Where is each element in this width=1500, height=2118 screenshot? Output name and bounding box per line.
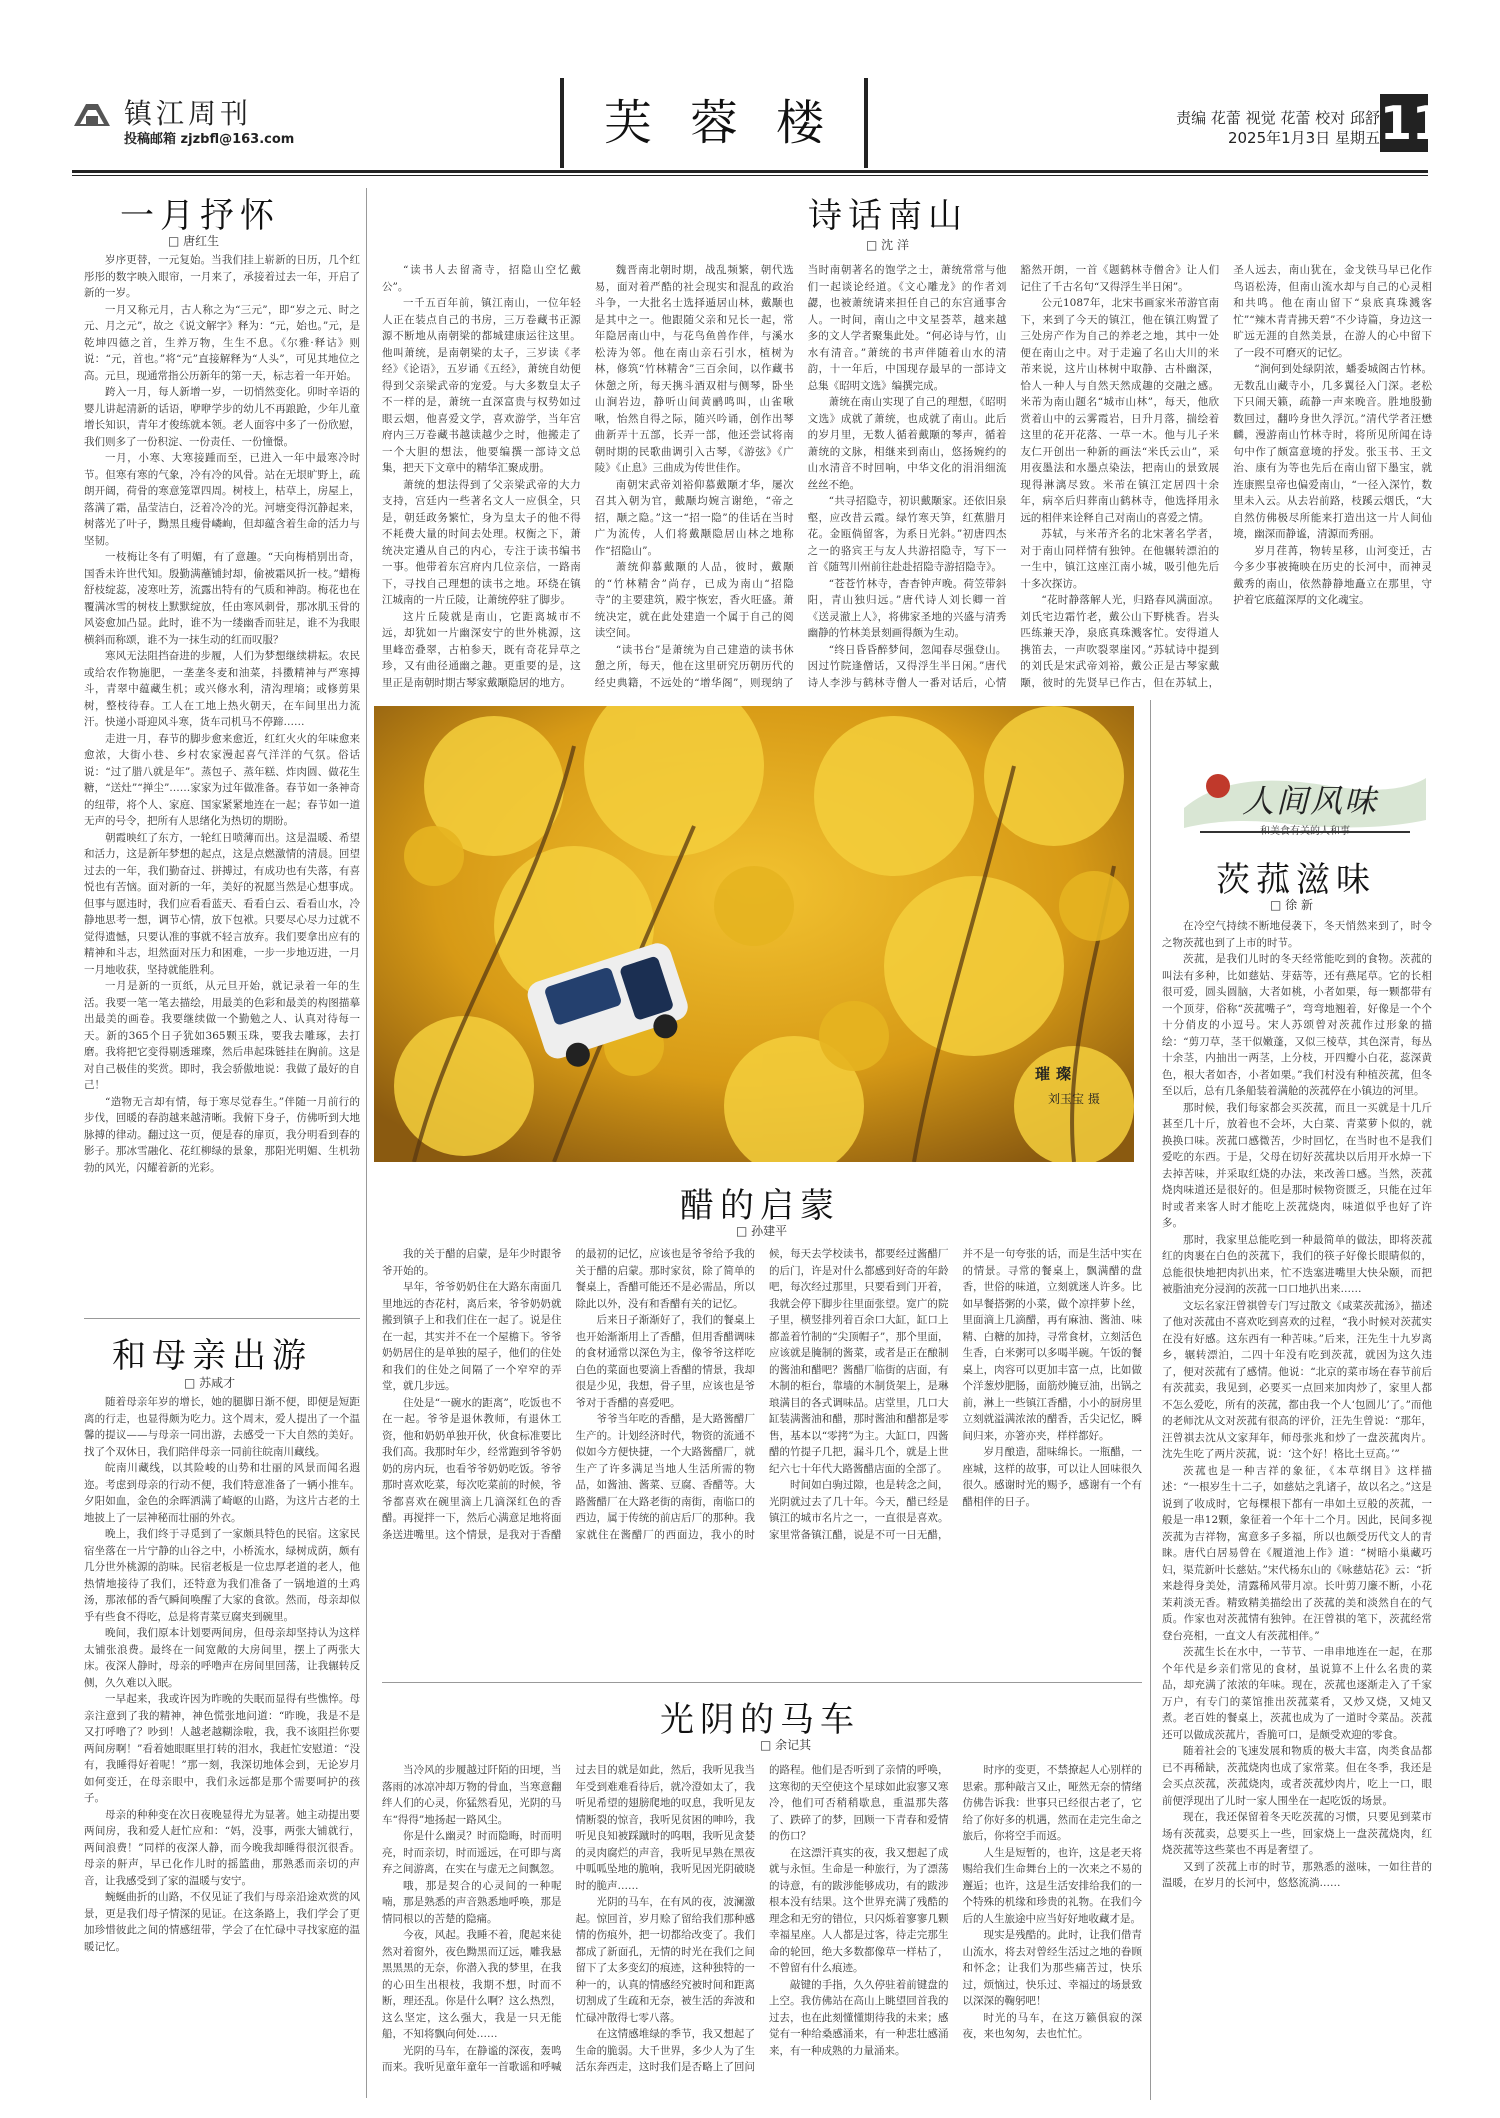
paragraph: 萧统仰慕戴颙的人品，彼时，戴颙的“竹林精舍”尚存，已成为南山“招隐寺”的主要建筑，殿宇恢宏，香火旺盛。萧统决定，就在此处建造一个属于自己的阅读空间。	[594, 561, 794, 639]
paragraph: 随着社会的飞速发展和物质的极大丰富，肉类食品都已不再稀缺，茨菰烧肉也成了家常菜。但在冬季，我还是会买点茨菰，茨菰烧肉，或者茨菰炒肉片，吃上一口，眼前便浮现出了儿时一家人围坐在一起吃饭的场景。	[1162, 1745, 1432, 1807]
paragraph: 时序的变更，不禁撩起人心别样的思索。那种敲言又止，哑然无奈的情绪仿佛告诉我：世事只已经很古老了，它给了你好多的机遇，然而在走完生命之旅后，你将空手而返。	[962, 1764, 1142, 1842]
credits-staff: 责编 花蕾 视觉 花蕾 校对 邱舒	[1176, 109, 1380, 127]
paragraph: 光阴的马车，在静谧的深夜，轰鸣而来。我听见童年童年一首歌谣和呼喊过去目的就是如此，然后，我听见我当年受到难难看待后，就冷澄如太了，我听见希望的翅膀爬地的叹息，我听见友情断裂的惊音，我听见贫困的呻吟，我听见良知被踩蹴时的呜咽，我听见贪婪的灵肉腐烂的声音，我听见早熟在黑夜中呱呱坠地的脆响，我听见因光阴破晓时的脆声……	[382, 1764, 755, 2073]
article-title-yiyue: 一月抒怀	[120, 196, 280, 236]
paragraph: “花时静落解人光，归路春风满面凉。刘氏宅边霜竹老，戴公山下野桃香。岩头匹练兼天净，泉底真珠溅客忙。安得道人携笛去，一声吹裂翠崖冈。”苏轼诗中提到的刘氏是宋武帝刘裕，戴公正是古琴家戴颙，彼时的先贤早已作古，但在苏轼上，圣人远去，南山犹在，金戈铁马早已化作鸟语松涛，但南山流水却与自己的心灵相和共鸣。他在南山留下“泉底真珠溅客忙”“辣木青青拂天碧”不少诗篇，身边这一旷远无涯的自然美景，在游人的心中留下了一段不可磨灭的记忆。	[1020, 264, 1432, 689]
paragraph: 那时候，我们每家都会买茨菰，而且一买就是十几斤甚至几十斤，放着也不会坏，大白菜、青菜萝卜似的，就换换口味。茨菰口感微苦，少时回忆，在当时也不是我们爱吃的东西。于是，父母在切好茨菰块以后用开水焯一下去掉苦味，并采取红烧的办法，来改善口感。当然，茨菰烧肉味道还是很好的。但是那时候物资匮乏，只能在过年时或者来客人时才能吃上茨菰烧肉，味道似乎也好了许多。	[1162, 1101, 1432, 1229]
byline-guangyin: □ 余记其	[760, 1736, 811, 1753]
article-title-guangyin: 光阴的马车	[660, 1700, 860, 1740]
paragraph: 文坛名家汪曾祺曾专门写过散文《咸菜茨菰汤》，描述了他对茨菰由不喜欢吃到喜欢的过程，“我小时候对茨菰实在没有好感。这东西有一种苦味。”后来，汪先生十九岁离乡，辗转漂泊，二四十年没有吃到茨菰，就因为这久违了，便对茨菰有了感情。他说：“北京的菜市场在春节前后有茨菰卖，我见到，必要买一点回来加肉炒了，家里人都不怎么爱吃，所有的茨菰，都由我一个人‘包圆儿’了。”而他的老师沈从文对茨菰有很高的评价，汪先生曾说：“那年，汪曾祺去沈从文家拜年，师母张兆和炒了一盘茨菰肉片。沈先生吃了两片茨菰，说：‘这个好！格比土豆高。’”	[1162, 1299, 1432, 1460]
column-rule-right	[1150, 700, 1151, 2100]
paragraph: 这片丘陵就是南山，它距离城市不远，却犹如一片幽深安宁的世外桃源，这里峰峦叠翠，古柏参天，既有奇花异草之珍，又有曲径通幽之趣。更重要的是，这里正是南朝时期古琴家戴颙隐居的地方。	[382, 610, 581, 689]
paragraph: 哦，那是契合的心灵间的一种呢喃，那是熟悉的声音熟悉地呼唤，那是情同根以的苦楚的隐痛。	[382, 1879, 562, 1925]
paragraph: 在冷空气持续不断地侵袭下，冬天悄然来到了，时令之物茨菰也到了上市的时节。	[1162, 920, 1432, 949]
paragraph: 魏晋南北朝时期，战乱频繁，朝代选易，面对着严酷的社会现实和混乱的政治斗争，一大批名士选择遁居山林，戴颙也是其中之一。他跟随父亲和兄长一起，常年隐居南山中，与花鸟鱼兽作伴，与溪水松涛为邻。他在南山亲石引水，植树为林，修筑“竹林精舍”三百余间，以作藏书休憩之所，每天携斗酒双柑与侧琴，卧坐山涧岩边，静听山间黄鹂鸣叫，山雀啾啾，怡然自得之际，随兴吟诵，创作出琴曲新弄十五部，长弄一部，他还尝试将南朝时期的民歌曲调引入古琴，《游弦》《广陵》《止息》三曲成为传世佳作。	[594, 264, 794, 474]
header-rule-thin	[72, 175, 1428, 176]
renjian-fengwei-banner	[1180, 758, 1430, 842]
paragraph: 早年，爷爷奶奶住在大路东南面几里地远的杏花村，离后来，爷爷奶奶就搬到镇子上和我们住在一起了。说是住在一起，其实并不在一个屋檐下。爷爷奶奶居住的是单独的屋子，他们的住处和我们的住处之间隔了一个窄窄的弄堂，就几步远。	[382, 1281, 562, 1392]
submission-email	[124, 128, 294, 147]
banner-title: 人间风味	[1242, 782, 1379, 820]
byline-fengwei: □ 徐 新	[1270, 896, 1313, 913]
paragraph: 一月又称元月，古人称之为“三元”，即“岁之元、时之元、月之元”，故之《说文解字》释为：“元，始也。”元，是乾坤四德之首，生养万物，生生不息。《尔雅·释诂》则说：“元，首也。”将“元”直接解释为“人头”，可见其地位之高。元旦，现通常指公历新年的第一天，标志着一年开始。	[84, 303, 360, 382]
byline-muqin: □ 苏咸才	[184, 1374, 235, 1391]
paragraph: 岁月酿造，甜味绵长。一瓶醋，一座城，这样的故事，可以让人回味很久很久。感谢时光的赐予，感谢有一个有醋相伴的日子。	[962, 1446, 1142, 1508]
section-divider-2	[382, 1682, 1142, 1683]
paragraph: 朝霞映红了东方，一轮红日喷薄而出。这是温暖、希望和活力，这是新年梦想的起点，这是点燃激情的清晨。回望过去的一年，我们勤奋过、拼搏过，有成功也有失落，有喜悦也有苦恼。面对新的一年，美好的祝愿当然是心想事成。但事与愿违时，我们应看看蓝天、看看白云、看看山水，冷静地思考一想，调节心情，放下包袱。只要尽心尽力过就不觉得遗憾，只要认准的事就不轻言放弃。我们要拿出应有的精神和斗志，坦然面对压力和困难，一步一步地迈进，一月一月地收获，坚持就能胜利。	[84, 831, 360, 976]
article-title-muqin: 和母亲出游	[112, 1336, 312, 1376]
paragraph: 当冷风的步履越过阡陌的田埂，当落雨的冰凉冲却万物的骨血，当寒意翻绊人们的心灵，你猛然看见，光阴的马车“得得”地扬起一路风尘。	[382, 1764, 562, 1826]
column-rule	[366, 188, 367, 2098]
paragraph: “读书台”是萧统为自己建造的读书休憩之所，每天，他在这里研究历朝历代的经史典籍，不远处的“增华阁”，则现纳了当时南朝著名的饱学之士，萧统常常与他们一起谈论经道。《文心雕龙》的作者刘勰，也被萧统请来担任自己的东宫通事舍人。一时间，南山之中文星荟萃，越来越多的文人学者聚集此处。“何必诗与竹，山水有清音。”萧统的书声伴随着山水的清韵，十一年后，中国现存最早的一部诗文总集《昭明文选》编撰完成。	[594, 264, 1007, 689]
paragraph: 在这漂汗真实的夜，我又想起了成就与永恒。生命是一种旅行，为了漂荡的诗意，有的跋涉能够成功，有的跋涉根本没有结果。这个世界充满了残酷的理念和无穷的错位，只闪烁着寥寥几颗幸福星座。人人都是过客，待走完那生命的轮回，绝大多数都像草一样枯了，不曾留有什么痕迹。	[769, 1846, 949, 1974]
header-rule	[72, 170, 1428, 173]
paragraph: 跨入一月，每人新增一岁，一切悄然变化。卯时辛语的婴儿讲起清新的话语，咿咿学步的幼儿不再踉跄，少年儿童增长知识，青年才俊练就本领。老人面容中多了一份欣慰，我们则多了一份积淀、一份责任、一份憧憬。	[84, 386, 360, 448]
article-body-muqin	[84, 1394, 360, 2094]
paragraph: 晚上，我们终于寻觅到了一家颇具特色的民宿。这家民宿坐落在一片宁静的山谷之中，小桥流水，绿树成荫，颇有几分世外桃源的韵味。民宿老板是一位忠厚老道的老人，他热情地接待了我们，还特意为我们准备了一锅地道的土鸡汤，那浓郁的香气瞬间唤醒了大家的食欲。然而，母亲却似乎有些食不得吃，总是将青菜豆腐夹到碗里。	[84, 1528, 360, 1623]
paragraph: 时间如白驹过隙，也是转念之间，光阴就过去了几十年。今天，醋已经是镇江的城市名片之一，一直很是喜欢。家里常备镇江醋，说是不可一日无醋，并不是一句夸张的话，而是生活中实在的情景。寻常的餐桌上，飘满醋的盘香，世俗的味道，立刻就迷人许多。比如早餐搭粥的小菜，做个凉拌萝卜丝，里面滴上几滴醋，再有麻油、酱油、味精、白糖的加持，寻常食材，立刻活色生香，白米粥可以多喝半碗。午饭的餐桌上，肉容可以更加丰富一点，比如做个洋葱炒肥肠，面筋炒腌豆油，出锅之前，淋上一些镇江香醋，小小的厨房里立刻就溢满浓浓的醋香，舌尖记忆，瞬间归来，亦箸亦夹，样样都好。	[769, 1248, 1142, 1541]
editor-credits	[1176, 108, 1380, 148]
paragraph: 后来日子渐渐好了，我们的餐桌上也开始渐渐用上了香醋，但用香醋调味的食材通常以深色为主，像爷爷这样吃白色的菜面也要滴上香醋的情景，我却很是少见，我想，骨子里，应该也是爷爷对于香醋的喜爱吧。	[575, 1314, 755, 1409]
paragraph: “读书人去留斋寺，招隐山空忆戴公”。	[382, 264, 581, 293]
photo-ginkgo	[374, 706, 1134, 1162]
paragraph: 你是什么幽灵？时而隐晦，时而明亮，时而亲切，时而遥远，在可即与离弃之间游离，在实在与虚无之间飘忽。	[382, 1830, 562, 1875]
ginkgo-photo-image	[374, 706, 1134, 1162]
paragraph: 时光的马车，在这万籁俱寂的深夜，来也匆匆，去也忙忙。	[962, 2011, 1142, 2040]
credits-date: 2025年1月3日 星期五	[1227, 129, 1380, 147]
paragraph: “涧何到处绿阴浓，蟠委城阁古竹林。无数乱山藏寺小，几多翼径入门深。老松下只闹天籁，疏静一声来晚音。胜地殷勤数回过，翻吟身世久浮沉。”清代学者汪懋麟，漫游南山竹林寺时，将所见所闻在诗句中作了颇富意境的抒发。张玉书、王文治、康有为等也先后在南山留下墨宝，就连康熙皇帝也偏爱南山，“一径入深竹，数里未入云。从去岩前路，枝蹊云烟氏，“大自然仿佛极尽所能来打造出这一片人间仙境，幽深而静谧，清源而秀丽。	[1233, 363, 1432, 540]
paragraph: 住处是“一碗水的距离”，吃饭也不在一起。爷爷是退休教师，有退休工资，他和奶奶单独开伙，伙食标准要比我们高。我那时年少，经常跑到爷爷奶奶的房内玩，也看爷爷奶奶吃饭。爷爷那时喜欢吃菜，每次吃菜前的时候，爷爷都喜欢在碗里滴上几滴深红色的香醋。再搅拌一下，然后心满意足地将面条送进嘴里。这个情景，是我对于香醋的最初的记忆，应该也是爷爷给予我的关于醋的启蒙。那时家贫，除了简单的餐桌上，香醋可能还不是必需品，所以除此以外，没有和香醋有关的记忆。	[382, 1248, 755, 1541]
newspaper-logo-icon	[72, 98, 112, 130]
paragraph: 萧统的想法得到了父亲梁武帝的大力支持，宫廷内一些著名文人一应俱全，只是，朝廷政务繁忙，身为皇太子的他不得不耗费大量的时间去处理。权衡之下，萧统决定遴从自己的内心，专注于读书编书一事。他带着东宫府内几位亲信，一路南下，寻找自己理想的读书之地。环绕在镇江城南的一片丘陵，让萧统停驻了脚步。	[382, 478, 581, 606]
paragraph: 一千五百年前，镇江南山，一位年轻人正在装点自己的书房，三万卷藏书正源源不断地从南朝梁的都城建康运往这里。他叫萧统，是南朝梁的太子，三岁读《孝经》《论语》，五岁诵《五经》，萧统自幼便得到父亲梁武帝的宠爱。与大多数皇太子不一样的是，萧统一直深富贵与权势如过眼云烟，他喜爱文学，喜欢游学，当年宫府内三万卷藏书越读越少之时，他搬走了一个大胆的想法，他要编撰一部诗文总集，把天下文章中的精华汇聚成册。	[382, 297, 581, 474]
banner-subtitle: 和美食有关的人和事	[1260, 826, 1350, 837]
paragraph: “苍苍竹林寺，杳杳钟声晚。荷笠带斜阳，青山独归远。”唐代诗人刘长卿一首《送灵澈上人》，将佛家圣地的兴盛与清秀幽静的竹林美景刻画得颇为生动。	[807, 577, 1007, 639]
paragraph: 人生是短暂的，也许，这是老天将赐给我们生命舞台上的一次来之不易的邂逅；也许，这是生活安排给我们的一个特殊的机缘和珍贵的礼物。在我们今后的人生旅途中应当好好地收藏才是。	[962, 1846, 1142, 1925]
paragraph: 敲键的手指，久久停驻着前键盘的上空。我仿佛站在高山上眺望回首我的过去，也在此刻懂懂期待我的未来；感觉有一种给桑感涌来，有一种悲壮感涌来，有一种成熟的力量涌来。	[769, 1978, 949, 2057]
paragraph: 又到了茨菰上市的时节，那熟悉的滋味，一如往昔的温暖，在岁月的长河中，悠悠流淌……	[1162, 1860, 1432, 1889]
paragraph: “终日昏昏醉梦间，忽闻春尽强登山。因过竹院逢僧话，又得浮生半日闲。”唐代诗人李涉与鹤林寺僧人一番对话后，心情豁然开朗，一首《题鹤林寺僧舍》让人们记住了千古名句“又得浮生半日闲”。	[807, 264, 1220, 689]
photo-caption-credit: 刘玉宝 摄	[1048, 1092, 1100, 1106]
paragraph: 苏轼，与米芾齐名的北宋著名学者，对于南山同样情有独钟。在他辗转漂泊的一生中，镇江这座江南小城，吸引他先后十多次探访。	[1020, 528, 1220, 590]
paragraph: 晚间，我们原本计划要两间房，但母亲却坚持认为这样太铺张浪费。最终在一间宽敞的大房间里，摆上了两张大床。夜深人静时，母亲的呼噜声在房间里回荡，让我辗转反侧，久久难以入眠。	[84, 1627, 360, 1689]
paper-name: 镇江周刊	[124, 97, 253, 130]
paragraph: 母亲的种种变在次日夜晚显得尤为显著。她主动提出要两间房，我和爱人赶忙应和：“妈，没事，两张大铺就行，两间浪费！”同样的夜深人静，而今晚我却睡得很沉很香。母亲的鼾声，早已化作儿时的摇篮曲，那熟悉而亲切的声音，让我感受到了家的温暖与安宁。	[84, 1808, 360, 1887]
page-number: 11	[1380, 96, 1445, 150]
paragraph: 在这情感堆绿的季节，我又想起了生命的脆弱。大千世界，多少人为了生活东奔西走，这时我们是否略上了回问的路程。他们是否听到了亲情的呼唤，这寒彻的天空使这个星球如此寂寥又寒冷，他们可否稍稍歇息，重温那失落了、跌碎了的梦，回顾一下青春和爱情的伤口？	[575, 1764, 949, 2073]
paragraph: 爷爷当年吃的香醋，是大路酱醋厂生产的。计划经济时代，物资的流通不似如今方便快捷，一个大路酱醋厂，就生产了许多满足当地人生活所需的物品，如酱油、酱菜、豆腐、香醋等。大路酱醋厂在大路老街的南街，南临口的西边，属于传统的前店后厂的那种。我家就住在酱醋厂的西面边，我小的时候，每天去学校读书，都要经过酱醋厂的后门，许是对什么都感到好奇的年龄吧，每次经过那里，只要看到门开着，我就会停下脚步往里面张望。宽广的院子里，横竖排列着百余口大缸，缸口上都盖着竹制的“尖顶帽子”，那个里面，应该就是腌制的酱菜，或者是正在酿制的酱油和醋吧？酱醋厂临街的店面，有木制的柜台，靠墙的木制货架上，是琳琅满目的各式调味品。店堂里，几口大缸装满酱油和醋，那时酱油和醋都是零售，基本以“零拷”为主。大缸口，四酱醋的竹提子几把，漏斗几个，就是上世纪六七十年代大路酱醋店面的全部了。	[575, 1248, 949, 1541]
paragraph: 公元1087年，北宋书画家米芾游官南下，来到了今天的镇江，他在镇江购置了三处房产作为自己的养老之地，其中一处便在南山之中。对于走遍了名山大川的米芾来说，这片山林树中取静、古朴幽深，恰人一种人与自然天然成趣的交融之感。米芾为南山题名“城市山林”，每天，他欣赏着山中的云雾霞岩，日升月落，揣绘着这里的花开花落、一草一木。他与儿子米友仁开创出一种新的画法“米氏云山”，采用夜墨法和水墨点染法，把南山的景致展现得淋漓尽致。米芾在镇江定居四十余年，病卒后归葬南山鹤林寺，他选择用永远的相伴来诠释自己对南山的喜爱之情。	[1020, 297, 1220, 524]
paragraph: 岁序更替，一元复始。当我们挂上崭新的日历，几个红彤彤的数字映入眼帘，一月来了，承接着过去一年，开启了新的一岁。	[84, 254, 360, 299]
paragraph: 随着母亲年岁的增长，她的腿脚日渐不便，即便是短距离的行走，也显得颇为吃力。这个周末，爱人提出了一个温馨的提议——与母亲一同出游，去感受一下大自然的美好。找了个双休日，我们陪伴母亲一同前往皖南川藏线。	[84, 1396, 360, 1458]
paragraph: 现实是残酷的。此时，让我们借青山流水，将去对曾经生活过之地的眷顾和怀念；让我们为那些痛苦过，快乐过，烦恼过，快乐过、幸福过的场景致以深深的鞠躬吧！	[962, 1929, 1142, 2007]
article-body-yiyue	[84, 252, 360, 1302]
paragraph: 岁月荏苒，物转星移，山河变迁，古今多少事被掩映在历史的长河中，而神灵戴秀的南山，依然静静地矗立在那里，守护着它底蕴深厚的文化魂宝。	[1233, 544, 1432, 606]
email-address: zjzbfl@163.com	[180, 132, 295, 147]
paragraph: 南朝宋武帝刘裕仰慕戴颙才华，屡次召其入朝为官，戴颙均婉言谢绝，“帝之招，颙之隐。”这一“招一隐”的佳话在当时广为流传，人们将戴颙隐居山林之地称作“招隐山”。	[594, 478, 794, 557]
paragraph: 一早起来，我或许因为昨晚的失眠而显得有些憔悴。母亲注意到了我的精神，神色慌张地问道：“昨晚，我是不是又打呼噜了？吵到！人越老越糊涂啦，我，我不该阻拦你要两间房啊！”看着她眼眶里打转的泪水，我赶忙安慰道：“没有，我睡得好着呢！”那一刻，我深切地体会到，无论岁月如何变迁，在母亲眼中，我们永远都是那个需要呵护的孩子。	[84, 1693, 360, 1804]
paragraph: 一月是新的一页纸，从元旦开始，就记录着一年的生活。我要一笔一笔去描绘，用最美的色彩和最美的构图描摹出最美的画卷。我要继续做一个勤勉之人、认真对待每一天。新的365个日子犹如365颗玉珠，要我去雕琢，去打磨。我将把它变得剔透璀璨，然后串起珠链挂在胸前。这是对自己极佳的奖赏。即时，我会骄傲地说：我做了最好的自己！	[84, 980, 360, 1091]
byline-yiyue: □ 唐红生	[168, 232, 219, 249]
page-title: 芙蓉楼	[560, 78, 868, 168]
paragraph: 光阴的马车，在有风的夜，波澜激起。惊回首，岁月赊了留给我们那种感情的伤痕外，把一切都给改变了。我们都成了新面孔，无情的时光在我们之间留下了太多变幻的痕迹，这种独特的一种一的，认真的情感经究被时间和距离切割成了生疏和无奈，被生活的奔波和忙碌冲散得七零八落。	[575, 1896, 755, 2024]
article-body-shihua	[382, 262, 1432, 702]
section-divider	[84, 1318, 360, 1319]
paragraph: 我的关于醋的启蒙，是年少时跟爷爷开始的。	[382, 1248, 562, 1277]
paragraph: 今夜，风起。我睡不着，爬起来徒然对着窗外，夜色黝黑而辽远，雕我悬黑黑黑的无奈，你潜入我的梦里，在我的心田生出根枝，我期不想，时而不断，理还乱。你是什么啊？这么热烈，这么坚定，这么强大，我是一只无能船，不知将飘向何处……	[382, 1929, 562, 2040]
article-title-cu: 醋的启蒙	[680, 1186, 840, 1226]
article-title-fengwei: 茨菰滋味	[1216, 860, 1376, 900]
article-body-cu	[382, 1246, 1142, 1674]
paragraph: “造物无言却有情，每于寒尽觉春生。”伴随一月前行的步伐，回暖的春韵越来越清晰。我俯下身子，仿佛听到大地脉搏的律动。翻过这一页，便是春的扉页，我分明看到春的影子。那冰雪融化、花红柳绿的景象，那阳光明媚、生机勃勃的风光，闪耀着新的光彩。	[84, 1095, 360, 1174]
paragraph: 现在，我还保留着冬天吃茨菰的习惯，只要见到菜市场有茨菰卖，总要买上一些，回家烧上一盘茨菰烧肉，红烧茨菰等这些菜也不再是奢望了。	[1162, 1811, 1432, 1856]
paragraph: 茨菰生长在水中，一节节、一串串地连在一起，在那个年代是乡亲们常见的食材，虽说算不上什么名贵的菜品，却充满了浓浓的年味。现在，茨菰也逐渐走入了千家万户，有专门的菜馆推出茨菰菜肴，又炒又烧，又炖又煮。老百姓的餐桌上，茨菰也成为了一道时令菜品。茨菰还可以做成茨菰片，香脆可口，是颇受欢迎的零食。	[1162, 1646, 1432, 1741]
article-title-shihua: 诗话南山	[808, 196, 968, 236]
email-label: 投稿邮箱	[124, 132, 177, 147]
paragraph: 寒风无法阻挡奋进的步履，人们为梦想继续耕耘。农民或给农作物施肥，一垄垄冬麦和油菜，抖擞精神与严寒搏斗，青翠中蕴藏生机；或兴修水利，清沟理墒；或修剪果树，整枝待春。工人在工地上热火朝天，在车间里出力流汗。快递小哥迎风斗寒，货车司机马不停蹄……	[84, 650, 360, 728]
paragraph: 一枝梅让冬有了明媚，有了意趣。“天向梅梢别出奇，国香未许世代知。殷勤满蘸铺封却，偷被霜风折一枝。”蜡梅舒枝绽蕊，凌寒吐芳，流露出特有的气质和神韵。梅花也在覆满冰雪的树枝上默默绽放，任由寒风刺骨，那冰肌玉骨的风姿愈加凸显。此时，谁不为一缕幽香而驻足，谁不为我眼横斜而称颂，谁不为一抹生动的红而叹服？	[84, 551, 360, 646]
byline-shihua: □ 沈 洋	[866, 236, 909, 253]
paragraph: 一月，小寒、大寒接踵而至，已进入一年中最寒冷时节。但寒有寒的气象，冷有冷的风骨。站在无垠旷野上，疏朗开阔，荷骨的寒意笼罩四周。树枝上，枯草上，房屋上，落满了霜，晶莹洁白，泛着冷冷的光。河塘变得沉静起来，树落光了叶子，黝黑且瘦骨嶙峋，但却蕴含着生命的活力与坚韧。	[84, 452, 360, 547]
paragraph: 蜿蜒曲折的山路，不仅见证了我们与母亲沿途欢赏的风景，更是我们母子情深的见证。在这条路上，我们学会了更加珍惜彼此之间的情感纽带，学会了在忙碌中寻找家庭的温暖记忆。	[84, 1891, 360, 1953]
paragraph: 皖南川藏线，以其险峻的山势和壮丽的风景而闻名遐迩。考虑到母亲的行动不便，我们特意准备了一辆小推车。夕阳如血，金色的余晖洒满了崎岖的山路，为这片古老的土地披上了一层神秘而壮丽的外衣。	[84, 1462, 360, 1524]
article-body-guangyin	[382, 1762, 1142, 2098]
paragraph: 走进一月，春节的脚步愈来愈近，红红火火的年味愈来愈浓，大街小巷、乡村农家漫起喜气洋洋的气氛。俗话说：“过了腊八就是年”。蒸包子、蒸年糕、炸肉圆、做花生糖，“送灶”“掸尘”……家家为过年做准备。春节如一条神奇的纽带，将个人、家庭、国家紧紧地连在一起；春节如一道无声的号令，把所有人思绪化为热切的期盼。	[84, 732, 360, 827]
byline-cu: □ 孙建平	[736, 1222, 787, 1239]
paragraph: 萧统在南山实现了自己的理想，《昭明文选》成就了萧统，也成就了南山。此后的岁月里，无数人循着戴颙的琴声，循着萧统的文脉，相继来到南山，悠扬婉约的山水清音不时回响，中华文化的涓涓细流丝丝不绝。	[807, 396, 1007, 491]
paragraph: 茨菰，是我们儿时的冬天经常能吃到的食物。茨菰的叫法有多种，比如慈姑、芽菇等，还有燕尾草。它的长相很可爱，圆头圆脑，大者如桃，小者如栗，每一颗都带有一个顶芽，俗称“茨菰嘴子”，弯弯地翘着，好像是一个个十分俏皮的小逗号。宋人苏颂曾对茨菰作过形象的描绘：“剪刀草，茎干似嫩蓬，又似三棱草，其色深青，每丛十余茎，内抽出一两茎，上分枝，开四瓣小白花，蕊深黄色，根大者如杏，小者如栗。”我们村没有种植茨菰，但冬至以后，总有几条船装着满舱的茨菰停在小镇边的河里。	[1162, 953, 1432, 1097]
photo-caption-title: 璀璨	[1035, 1065, 1078, 1083]
article-body-fengwei	[1162, 918, 1432, 2098]
paragraph: 茨菰也是一种吉祥的象征，《本草纲目》这样描述：“一根岁生十二子，如慈姑之乳诸子，故以名之。”这是说到了收成时，它每棵根下都有一串如土豆般的茨菰，一般是一串12颗，象征着一个年十二个月。因此，民间多视茨菰为吉祥物，寓意多子多福，所以也颇受历代文人的青睐。唐代白居易曾在《履道池上作》道：“树暗小巢藏巧妇，渠荒新叶长慈姑。”宋代杨东山的《咏慈姑花》云：“折来趁得身美处，清露稀风带月凉。长叶剪刀廉不断，小花茉莉淡无香。精致精美描绘出了茨菰的美和淡然自在的气质。作家也对茨菰情有独钟。在汪曾祺的笔下，茨菰经常登台亮相，一直文人有茨菰相伴。”	[1162, 1464, 1432, 1642]
paragraph: 那时，我家里总能吃到一种最简单的做法，即将茨菰红的肉裹在白色的茨菰下，我们的筷子好像长眼睛似的，总能很快地把肉扒出来，忙不迭塞进嘴里大快朵颐，而把被脂油充分浸润的茨菰一口口地扒出来……	[1162, 1233, 1432, 1295]
paragraph: “共寻招隐寺，初识戴颙家。还依旧泉壑，应改昔云霞。绿竹寒天笋，红蕉腊月花。金瓯倘留客，为系日光斜。”初唐四杰之一的骆宾王与友人共游招隐寺，写下一首《随驾川州前往赴赴招隐寺游招隐寺》。	[807, 495, 1007, 573]
